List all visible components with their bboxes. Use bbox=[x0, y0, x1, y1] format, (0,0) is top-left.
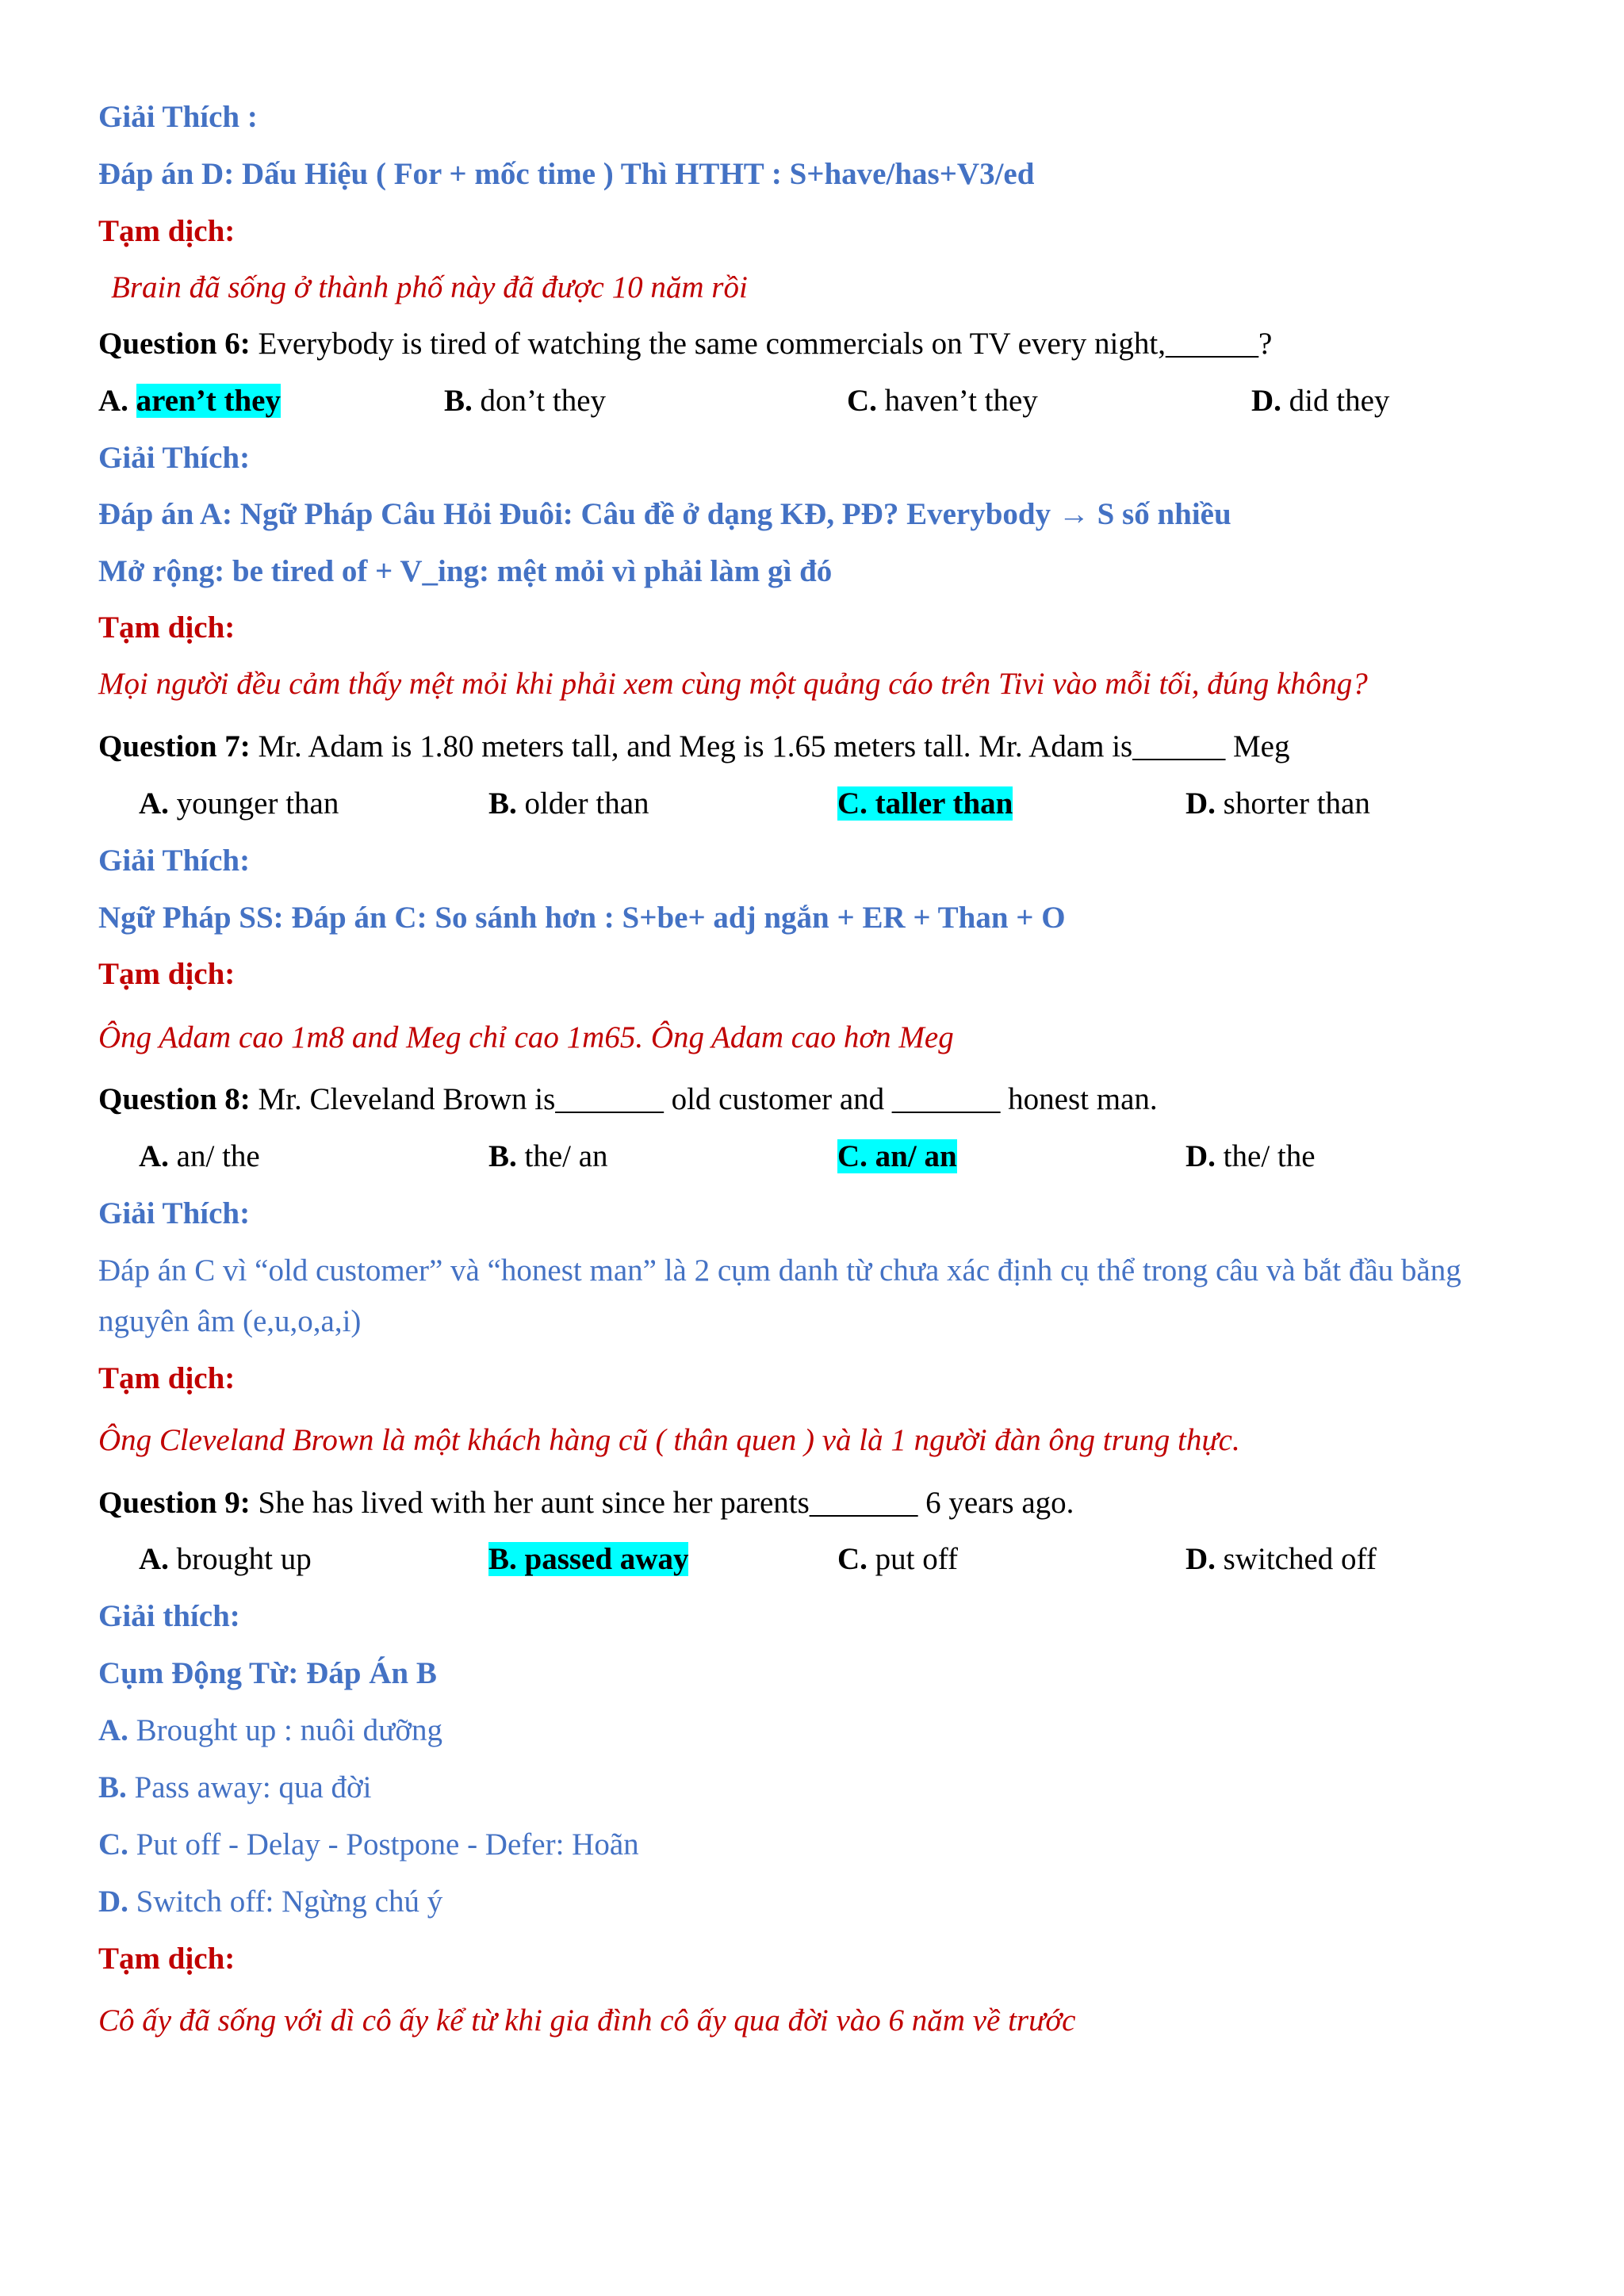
correct-answer-highlight bbox=[837, 1139, 957, 1173]
option-letter: C. bbox=[837, 1542, 868, 1576]
option-text: did they bbox=[1289, 384, 1390, 418]
definition-text: Put off - Delay - Postpone - Defer: Hoãn bbox=[128, 1827, 639, 1862]
translation-text: Brain đã sống ở thành phố này đã được 10 năm rồi bbox=[111, 270, 748, 304]
option-text: taller than bbox=[875, 786, 1013, 821]
question-8 bbox=[98, 1080, 1158, 1119]
explanation-text: nguyên âm (e,u,o,a,i) bbox=[98, 1304, 362, 1338]
option-text: switched off bbox=[1223, 1542, 1377, 1576]
option-letter: A. bbox=[139, 1139, 169, 1173]
option-a bbox=[139, 1540, 312, 1579]
option-letter: D. bbox=[1251, 384, 1281, 418]
definition-d bbox=[98, 1882, 442, 1922]
option-letter: D. bbox=[1185, 786, 1216, 821]
explanation-heading: Giải Thích: bbox=[98, 1196, 251, 1230]
question-9 bbox=[98, 1483, 1074, 1523]
correct-answer-highlight bbox=[488, 1542, 688, 1576]
question-text: Everybody is tired of watching the same commercials on TV every night,______? bbox=[250, 327, 1273, 361]
option-c bbox=[837, 1137, 957, 1177]
translation-heading: Tạm dịch: bbox=[98, 214, 236, 248]
question-text: She has lived with her aunt since her parents_______ 6 years ago. bbox=[250, 1486, 1074, 1520]
option-text: the/ the bbox=[1223, 1139, 1316, 1173]
option-letter: A. bbox=[139, 1542, 169, 1576]
option-text: younger than bbox=[176, 786, 339, 821]
option-letter: A. bbox=[98, 384, 128, 418]
option-text: put off bbox=[875, 1542, 959, 1576]
option-text: an/ an bbox=[875, 1139, 957, 1173]
translation-heading: Tạm dịch: bbox=[98, 610, 236, 645]
option-text: passed away bbox=[524, 1542, 689, 1576]
option-letter: B. bbox=[488, 1542, 517, 1576]
option-d bbox=[1185, 1540, 1377, 1579]
option-letter: C. bbox=[837, 786, 868, 821]
answer-explanation: Cụm Động Từ: Đáp Án B bbox=[98, 1656, 437, 1690]
question-label: Question 7: bbox=[98, 729, 251, 763]
question-6 bbox=[98, 324, 1272, 364]
option-a bbox=[139, 784, 339, 824]
option-d bbox=[1185, 784, 1370, 824]
option-letter: B. bbox=[444, 384, 473, 418]
explanation-text: Đáp án C vì “old customer” và “honest man” là 2 cụm danh từ chưa xác định cụ thể trong câu và bắt đầu bằng bbox=[98, 1253, 1461, 1288]
option-b bbox=[444, 381, 606, 421]
extension-note: Mở rộng: be tired of + V_ing: mệt mỏi vì phải làm gì đó bbox=[98, 554, 833, 588]
option-c bbox=[837, 784, 1013, 824]
option-b bbox=[488, 1137, 608, 1177]
definition-text: Switch off: Ngừng chú ý bbox=[128, 1885, 443, 1919]
definition-text: Pass away: qua đời bbox=[126, 1770, 372, 1804]
explanation-heading: Giải Thích: bbox=[98, 441, 251, 475]
option-text: the/ an bbox=[524, 1139, 608, 1173]
correct-answer-highlight: aren’t they bbox=[136, 384, 281, 418]
translation-text: Mọi người đều cảm thấy mệt mỏi khi phải xem cùng một quảng cáo trên Tivi vào mỗi tối, đúng không? bbox=[98, 667, 1368, 701]
option-d bbox=[1185, 1137, 1316, 1177]
translation-heading: Tạm dịch: bbox=[98, 1361, 236, 1395]
translation-text: Cô ấy đã sống với dì cô ấy kể từ khi gia đình cô ấy qua đời vào 6 năm về trước bbox=[98, 2003, 1076, 2038]
explanation-heading: Giải Thích: bbox=[98, 844, 251, 878]
option-a bbox=[98, 381, 281, 421]
option-c bbox=[847, 381, 1038, 421]
option-a bbox=[139, 1137, 260, 1177]
option-text: older than bbox=[524, 786, 649, 821]
translation-text: Ông Cleveland Brown là một khách hàng cũ ( thân quen ) và là 1 người đàn ông trung thực. bbox=[98, 1423, 1240, 1457]
explanation-heading: Giải Thích : bbox=[98, 100, 258, 134]
definition-letter: A. bbox=[98, 1713, 128, 1747]
translation-heading: Tạm dịch: bbox=[98, 957, 236, 991]
option-text: shorter than bbox=[1223, 786, 1370, 821]
option-text: an/ the bbox=[176, 1139, 260, 1173]
question-label: Question 9: bbox=[98, 1486, 251, 1520]
definition-b bbox=[98, 1768, 372, 1808]
translation-heading: Tạm dịch: bbox=[98, 1942, 236, 1976]
definition-letter: C. bbox=[98, 1827, 128, 1862]
translation-text: Ông Adam cao 1m8 and Meg chỉ cao 1m65. Ông Adam cao hơn Meg bbox=[98, 1020, 954, 1054]
option-letter: A. bbox=[139, 786, 169, 821]
answer-explanation: Đáp án D: Dấu Hiệu ( For + mốc time ) Thì HTHT : S+have/has+V3/ed bbox=[98, 157, 1035, 191]
question-text: Mr. Adam is 1.80 meters tall, and Meg is 1.65 meters tall. Mr. Adam is______ Meg bbox=[250, 729, 1290, 763]
option-letter: D. bbox=[1185, 1542, 1216, 1576]
option-letter: C. bbox=[847, 384, 877, 418]
option-c bbox=[837, 1540, 958, 1579]
definition-c bbox=[98, 1825, 639, 1865]
question-7 bbox=[98, 727, 1289, 767]
answer-explanation: Đáp án A: Ngữ Pháp Câu Hỏi Đuôi: Câu đề ở dạng KĐ, PĐ? Everybody → S số nhiều bbox=[98, 497, 1231, 531]
option-letter: C. bbox=[837, 1139, 868, 1173]
definition-a bbox=[98, 1711, 442, 1751]
definition-letter: B. bbox=[98, 1770, 127, 1804]
option-text: brought up bbox=[176, 1542, 312, 1576]
option-letter: B. bbox=[488, 786, 517, 821]
question-text: Mr. Cleveland Brown is_______ old customer and _______ honest man. bbox=[250, 1082, 1158, 1116]
question-label: Question 8: bbox=[98, 1082, 251, 1116]
answer-explanation: Ngữ Pháp SS: Đáp án C: So sánh hơn : S+be+ adj ngắn + ER + Than + O bbox=[98, 901, 1066, 935]
option-letter: B. bbox=[488, 1139, 517, 1173]
option-text: don’t they bbox=[480, 384, 607, 418]
option-b bbox=[488, 784, 649, 824]
correct-answer-highlight bbox=[837, 786, 1013, 821]
definition-letter: D. bbox=[98, 1885, 128, 1919]
option-d bbox=[1251, 381, 1389, 421]
option-letter: D. bbox=[1185, 1139, 1216, 1173]
option-b bbox=[488, 1540, 688, 1579]
question-label: Question 6: bbox=[98, 327, 251, 361]
explanation-heading: Giải thích: bbox=[98, 1599, 240, 1633]
definition-text: Brought up : nuôi dưỡng bbox=[128, 1713, 442, 1747]
option-text: haven’t they bbox=[884, 384, 1038, 418]
